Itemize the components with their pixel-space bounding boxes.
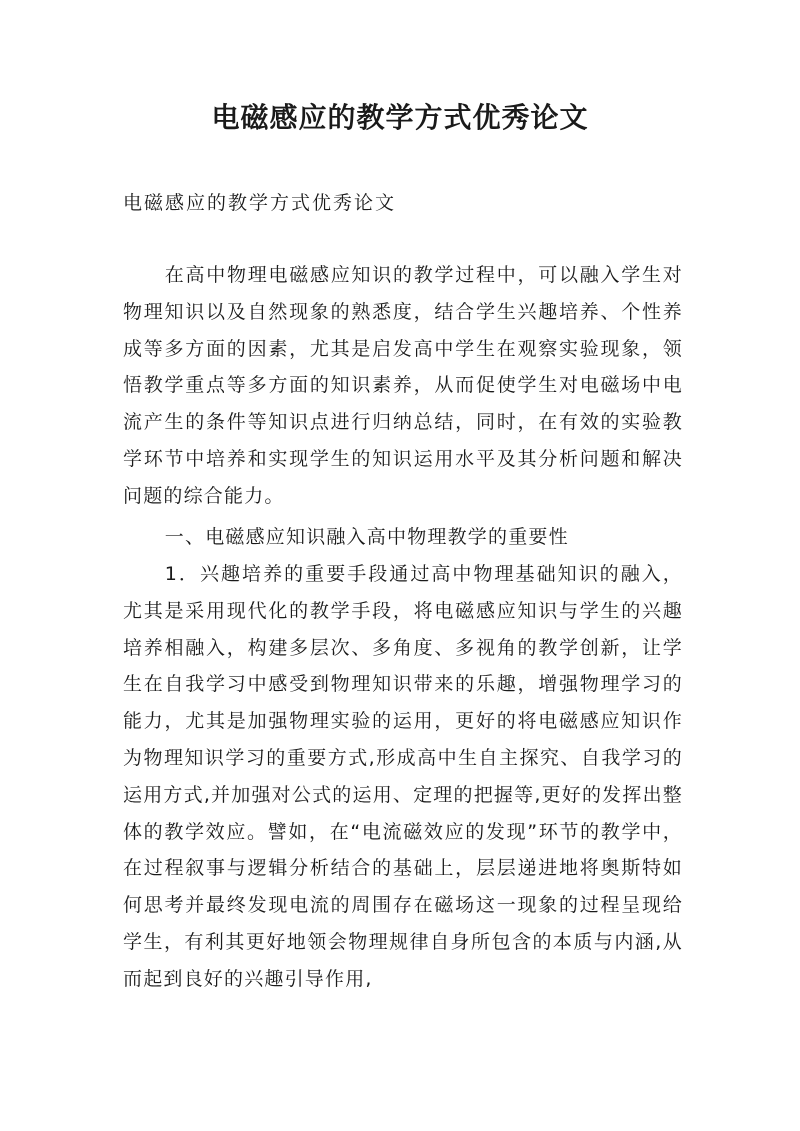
document-subtitle: 电磁感应的教学方式优秀论文 [123, 192, 397, 214]
document-title: 电磁感应的教学方式优秀论文 [211, 101, 589, 134]
point-1-paragraph: 1．兴趣培养的重要手段通过高中物理基础知识的融入，尤其是采用现代化的教学手段，将电磁感应知识与学生的兴趣培养相融入，构建多层次、多角度、多视角的教学创新，让学生在自我学习中感受到物理知识带来的乐趣，增强物理学习的能力，尤其是加强物理实验的运用，更好的将电磁感应知识作为物理知识学习的重要方式,形成高中生自主探究、自我学习的运用方式,并加强对公式的运用、定理的把握等,更好的发挥出整体的教学效应。譬如，在“电流磁效应的发现”环节的教学中，在过程叙事与逻辑分析结合的基础上，层层递进地将奥斯特如何思考并最终发现电流的周围存在磁场这一现象的过程呈现给学生，有利其更好地领会物理规律自身所包含的本质与内涵,从而起到良好的兴趣引导作用, [123, 563, 683, 990]
section-heading: 一、电磁感应知识融入高中物理教学的重要性 [164, 526, 569, 548]
intro-paragraph: 在高中物理电磁感应知识的教学过程中，可以融入学生对物理知识以及自然现象的熟悉度，结合学生兴趣培养、个性养成等多方面的因素，尤其是启发高中学生在观察实验现象，领悟教学重点等多方面的知识素养，从而促使学生对电磁场中电流产生的条件等知识点进行归纳总结，同时，在有效的实验教学环节中培养和实现学生的知识运用水平及其分析问题和解决问题的综合能力。 [123, 264, 683, 507]
